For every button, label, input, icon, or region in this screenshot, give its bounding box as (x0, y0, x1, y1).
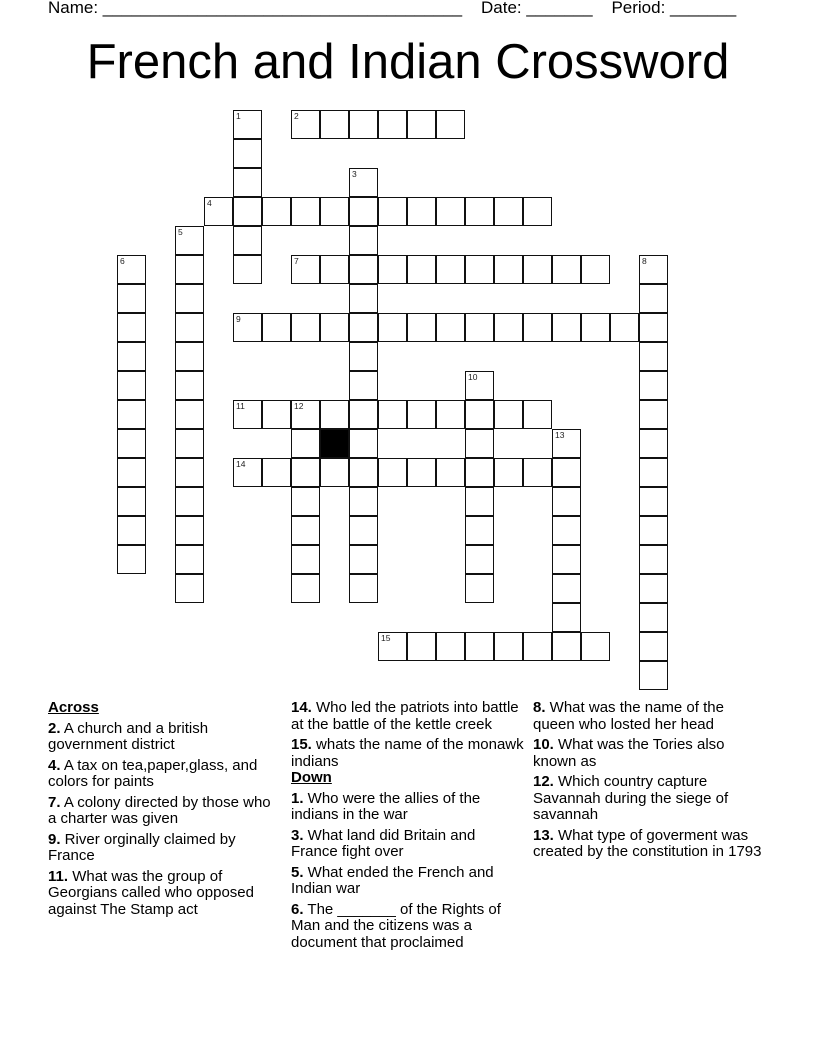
grid-cell[interactable] (175, 458, 204, 487)
date-field-label: Date: _______ (480, 0, 593, 17)
grid-cell[interactable] (175, 255, 204, 284)
clue-down-12: 12. Which country capture Savannah during the siege of savannah (533, 773, 729, 823)
grid-cell[interactable] (465, 545, 494, 574)
clue-across-14: 14. Who led the patriots into battle at the battle of the kettle creek (291, 700, 519, 733)
grid-cell[interactable] (349, 226, 378, 255)
grid-cell[interactable] (320, 110, 349, 139)
grid-cell[interactable] (262, 400, 291, 429)
grid-cell[interactable] (494, 313, 523, 342)
grid-cell[interactable] (349, 110, 378, 139)
grid-cell[interactable] (639, 487, 668, 516)
grid-cell[interactable] (378, 632, 407, 661)
clue-number: 13 (555, 430, 565, 440)
grid-cell[interactable] (320, 400, 349, 429)
grid-cell[interactable] (349, 255, 378, 284)
grid-cell[interactable] (465, 313, 494, 342)
clue-down-3: 3. What land did Britain and France fight over (291, 826, 476, 860)
grid-cell[interactable] (233, 458, 262, 487)
grid-cell[interactable] (494, 197, 523, 226)
grid-cell[interactable] (552, 545, 581, 574)
grid-cell[interactable] (610, 313, 639, 342)
grid-cell[interactable] (523, 313, 552, 342)
grid-cell[interactable] (349, 342, 378, 371)
grid-cell[interactable] (465, 197, 494, 226)
grid-cell[interactable] (552, 313, 581, 342)
grid-cell[interactable] (117, 545, 146, 574)
grid-cell[interactable] (291, 516, 320, 545)
grid-cell[interactable] (175, 400, 204, 429)
grid-cell[interactable] (407, 255, 436, 284)
grid-cell[interactable] (117, 342, 146, 371)
grid-cell[interactable] (407, 197, 436, 226)
grid-cell[interactable] (639, 429, 668, 458)
grid-cell[interactable] (465, 632, 494, 661)
grid-cell[interactable] (291, 487, 320, 516)
grid-cell[interactable] (639, 545, 668, 574)
grid-cell[interactable] (523, 197, 552, 226)
clue-number: 3 (352, 169, 357, 179)
grid-cell[interactable] (639, 458, 668, 487)
grid-cell[interactable] (552, 255, 581, 284)
across-heading: Across (48, 699, 99, 716)
grid-cell[interactable] (407, 313, 436, 342)
grid-cell[interactable] (552, 574, 581, 603)
grid-cell[interactable] (581, 313, 610, 342)
grid-cell[interactable] (407, 110, 436, 139)
clue-number: 7 (294, 256, 299, 266)
grid-cell[interactable] (581, 632, 610, 661)
grid-cell[interactable] (639, 574, 668, 603)
clue-down-6: 6. The _______ of the Rights of Man and the citizens was a document that proclaimed (291, 900, 501, 951)
grid-cell[interactable] (378, 197, 407, 226)
grid-cell[interactable] (552, 458, 581, 487)
clue-down-1: 1. Who were the allies of the indians in the war (291, 789, 481, 823)
clue-across-2: 2. A church and a british government district (48, 719, 209, 753)
clue-number: 11 (236, 401, 245, 411)
grid-cell[interactable] (581, 255, 610, 284)
grid-cell[interactable] (320, 255, 349, 284)
grid-cell[interactable] (494, 632, 523, 661)
grid-cell[interactable] (639, 661, 668, 690)
grid-cell[interactable] (523, 255, 552, 284)
down-heading: Down (291, 769, 332, 786)
clue-down-13: 13. What type of goverment was created by the constitution in 1793 (533, 826, 762, 860)
grid-cell[interactable] (175, 342, 204, 371)
grid-cell[interactable] (291, 110, 320, 139)
grid-cell[interactable] (175, 226, 204, 255)
grid-cell[interactable] (552, 429, 581, 458)
grid-cell[interactable] (349, 458, 378, 487)
clue-number: 2 (294, 111, 299, 121)
clue-number: 10 (468, 372, 478, 382)
grid-cell[interactable] (552, 487, 581, 516)
grid-cell[interactable] (262, 458, 291, 487)
grid-cell[interactable] (204, 197, 233, 226)
clue-across-4: 4. A tax on tea,paper,glass, and colors for paints (48, 756, 258, 790)
clue-across-15: 15. whats the name of the monawk indians (291, 736, 524, 770)
grid-cell[interactable] (639, 284, 668, 313)
grid-cell[interactable] (523, 632, 552, 661)
grid-cell[interactable] (291, 574, 320, 603)
grid-cell[interactable] (175, 574, 204, 603)
grid-cell[interactable] (262, 197, 291, 226)
grid-cell[interactable] (117, 429, 146, 458)
grid-cell[interactable] (233, 139, 262, 168)
grid-cell[interactable] (465, 371, 494, 400)
grid-cell[interactable] (233, 255, 262, 284)
clue-across-7: 7. A colony directed by those who a charter was given (48, 793, 271, 827)
grid-cell[interactable] (233, 313, 262, 342)
grid-cell[interactable] (117, 313, 146, 342)
grid-cell[interactable] (233, 110, 262, 139)
clue-number: 14 (236, 459, 246, 469)
grid-cell[interactable] (291, 429, 320, 458)
grid-cell[interactable] (291, 197, 320, 226)
grid-cell[interactable] (117, 458, 146, 487)
grid-cell[interactable] (465, 487, 494, 516)
black-cell (320, 429, 349, 458)
grid-cell[interactable] (436, 110, 465, 139)
grid-cell[interactable] (465, 458, 494, 487)
grid-cell[interactable] (291, 313, 320, 342)
clue-down-8: 8. What was the name of the queen who losted her head (533, 699, 724, 733)
clue-number: 12 (294, 401, 304, 411)
clues-column-1 (48, 700, 283, 922)
grid-cell[interactable] (349, 574, 378, 603)
grid-cell[interactable] (378, 458, 407, 487)
grid-cell[interactable] (378, 110, 407, 139)
grid-cell[interactable] (523, 400, 552, 429)
grid-cell[interactable] (349, 371, 378, 400)
grid-cell[interactable] (117, 371, 146, 400)
grid-cell[interactable] (320, 458, 349, 487)
clue-number: 5 (178, 227, 183, 237)
clue-across-11: 11. What was the group of Georgians called who opposed against The Stamp act (48, 867, 254, 918)
clues-column-2 (291, 700, 526, 956)
grid-cell[interactable] (378, 255, 407, 284)
grid-cell[interactable] (436, 197, 465, 226)
grid-cell[interactable] (465, 574, 494, 603)
period-field-label: Period: _______ (611, 0, 737, 17)
grid-cell[interactable] (320, 313, 349, 342)
grid-cell[interactable] (407, 458, 436, 487)
grid-cell[interactable] (639, 632, 668, 661)
grid-cell[interactable] (523, 458, 552, 487)
grid-cell[interactable] (552, 603, 581, 632)
name-field-label: Name: ______________________________________ (48, 0, 463, 17)
grid-cell[interactable] (117, 255, 146, 284)
grid-cell[interactable] (175, 487, 204, 516)
grid-cell[interactable] (494, 400, 523, 429)
clue-number: 4 (207, 198, 212, 208)
grid-cell[interactable] (378, 400, 407, 429)
grid-cell[interactable] (175, 429, 204, 458)
grid-cell[interactable] (465, 255, 494, 284)
grid-cell[interactable] (349, 284, 378, 313)
page-title: French and Indian Crossword (86, 35, 730, 89)
grid-cell[interactable] (639, 603, 668, 632)
grid-cell[interactable] (378, 313, 407, 342)
grid-cell[interactable] (639, 516, 668, 545)
grid-cell[interactable] (639, 400, 668, 429)
grid-cell[interactable] (117, 400, 146, 429)
clue-down-10: 10. What was the Tories also known as (533, 736, 725, 770)
grid-cell[interactable] (349, 487, 378, 516)
grid-cell[interactable] (407, 400, 436, 429)
grid-cell[interactable] (639, 313, 668, 342)
grid-cell[interactable] (117, 516, 146, 545)
grid-cell[interactable] (175, 313, 204, 342)
clue-number: 15 (381, 633, 391, 643)
grid-cell[interactable] (494, 255, 523, 284)
grid-cell[interactable] (291, 545, 320, 574)
grid-cell[interactable] (639, 342, 668, 371)
grid-cell[interactable] (349, 313, 378, 342)
grid-cell[interactable] (291, 255, 320, 284)
grid-cell[interactable] (175, 545, 204, 574)
grid-cell[interactable] (117, 487, 146, 516)
grid-cell[interactable] (349, 400, 378, 429)
grid-cell[interactable] (436, 632, 465, 661)
grid-cell[interactable] (117, 284, 146, 313)
grid-cell[interactable] (465, 429, 494, 458)
grid-cell[interactable] (233, 168, 262, 197)
grid-cell[interactable] (320, 197, 349, 226)
grid-cell[interactable] (436, 400, 465, 429)
grid-cell[interactable] (407, 632, 436, 661)
grid-cell[interactable] (349, 429, 378, 458)
grid-cell[interactable] (494, 458, 523, 487)
clue-number: 6 (120, 256, 125, 266)
grid-cell[interactable] (233, 226, 262, 255)
grid-cell[interactable] (262, 313, 291, 342)
clue-number: 1 (236, 111, 241, 121)
clue-number: 8 (642, 256, 647, 266)
grid-cell[interactable] (175, 371, 204, 400)
grid-cell[interactable] (175, 284, 204, 313)
grid-cell[interactable] (175, 516, 204, 545)
grid-cell[interactable] (465, 400, 494, 429)
grid-cell[interactable] (436, 458, 465, 487)
grid-cell[interactable] (436, 255, 465, 284)
grid-cell[interactable] (552, 516, 581, 545)
clue-number: 9 (236, 314, 241, 324)
clue-across-9: 9. River orginally claimed by France (48, 830, 236, 864)
grid-cell[interactable] (639, 371, 668, 400)
grid-cell[interactable] (552, 632, 581, 661)
clues-column-3 (533, 700, 768, 865)
grid-cell[interactable] (233, 197, 262, 226)
grid-cell[interactable] (233, 400, 262, 429)
grid-cell[interactable] (349, 516, 378, 545)
grid-cell[interactable] (349, 545, 378, 574)
grid-cell[interactable] (349, 168, 378, 197)
clue-down-5: 5. What ended the French and Indian war (291, 863, 494, 897)
grid-cell[interactable] (291, 458, 320, 487)
grid-cell[interactable] (349, 197, 378, 226)
grid-cell[interactable] (639, 255, 668, 284)
grid-cell[interactable] (291, 400, 320, 429)
grid-cell[interactable] (465, 516, 494, 545)
grid-cell[interactable] (436, 313, 465, 342)
